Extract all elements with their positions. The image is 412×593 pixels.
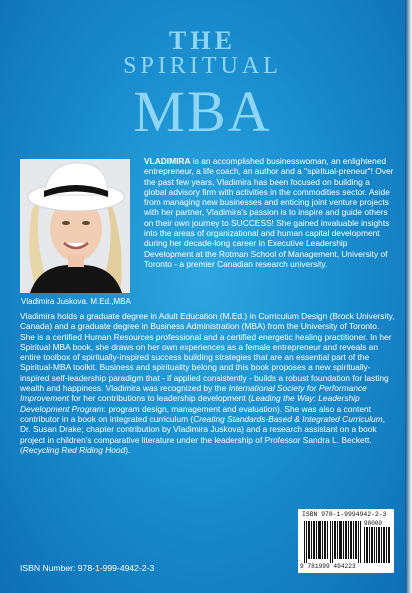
barcode-digits: 9 781999 494223 [300,563,356,570]
bio-top-paragraph [144,156,394,269]
bio-bottom-paragraph [20,311,396,455]
bio-name-lead: VLADIMIRA [144,156,191,166]
barcode-isbn-label: ISBN 978-1-9994942-2-3 [302,511,387,518]
photo-caption: Vladimira Juskova. M.Ed.,MBA [21,297,131,306]
barcode-bars [304,521,362,563]
bio-bottom-italic1: International Society for Performance Improvement [20,383,367,404]
isbn-number-line: ISBN Number: 978-1-999-4942-2-3 [20,563,155,573]
barcode [298,509,394,573]
bio-bottom-italic2: Leading the Way: Leadership Development Program [20,393,360,414]
bio-bottom-part5: ). [125,444,131,455]
page-edge [405,0,412,593]
bio-bottom-italic4: Recycling Red Riding Hood [22,444,126,455]
barcode-addon-bars [364,527,390,563]
bio-bottom-part2: for her contributions to leadership development ( [68,393,251,404]
bio-bottom-part1: Vladimira holds a graduate degree in Adult Education (M.Ed.) in Curriculum Design (Brock University, Canada) and a graduate degree in Business Administration (MBA) from the University of Toronto. She is a certified Human Resources professional and a certified energetic healing practitioner. In her Spiritual MBA book, she draws on her own experiences as a female entrepreneur and reveals an entire toolbox of spiritually-inspired success building strategies that are an essential part of the Spiritual-MBA toolkit. Business and spirituality belong and this book proposes a new spiritually-inspired self-leadership paradigm that - if applied consistently - builds a robust foundation for lasting wealth and happiness. Vladimira was recognized by the [20,311,395,394]
bio-bottom-part4: , Dr. Susan Drake; chapter contribution by Vladimira Juskova) and a research assistant on a book project in children's comparative literature under the leadership of Professor Sandra L. Beckett. ( [20,413,385,455]
barcode-addon-number: 90000 [364,520,383,527]
author-photo [20,159,130,293]
bio-bottom-italic3: Creating Standards-Based & Integrated Curriculum [193,413,383,424]
title-the: THE [169,26,236,55]
title-mba: MBA [133,79,272,144]
title-spiritual: SPIRITUAL [123,53,282,79]
bio-top-text: is an accomplished businesswoman, an enlightened entrepreneur, a life coach, an author and a "spiritual-preneur"! Over the past few years, Vladimira has been focused on building a global advisory firm with activities in the commodities sector. Aside from managing new businesses and enticing joint venture projects with her partner, Vladimira's passion is to inspire and guide others on their own journey to SUCCESS! She gained invaluable insights into the areas of organizational and human capital development during her decade-long career in Executive Leadership Development at the Rotman School of Management, University of Toronto - a premier Canadian research university. [144,156,394,269]
bio-bottom-part3: : program design, management and evaluation). She was also a content contributor in a book on integrated curriculum ( [20,403,372,424]
